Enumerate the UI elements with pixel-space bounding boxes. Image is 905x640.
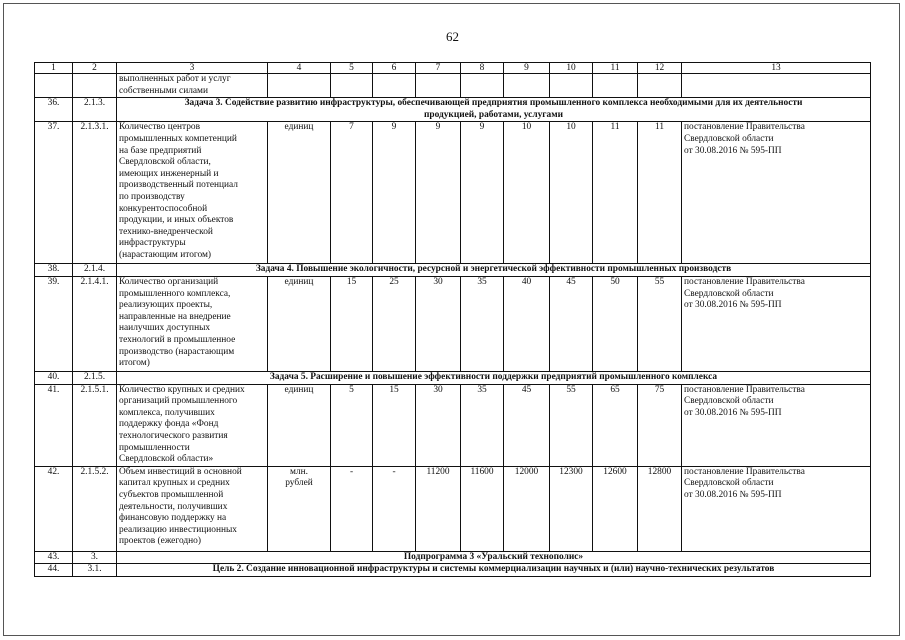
indicator-row: [35, 466, 871, 551]
value-cell: 50: [593, 276, 638, 371]
indicators-table: [34, 62, 871, 577]
row-code: 2.1.5.1.: [73, 384, 117, 466]
row-number: 36.: [35, 98, 73, 122]
value-cell: 30: [416, 384, 461, 466]
source-document: постановление Правительства Свердловской области от 30.08.2016 № 595-ПП: [682, 384, 871, 466]
value-cell: 5: [331, 384, 373, 466]
row-number: 38.: [35, 264, 73, 277]
value-cell: -: [331, 466, 373, 551]
value-cell: 15: [331, 276, 373, 371]
task-title: Задача 5. Расширение и повышение эффективности поддержки предприятий промышленного комплекса: [117, 371, 871, 384]
header-cell: 1: [35, 63, 73, 74]
header-cell: 8: [461, 63, 504, 74]
value-cell: 65: [593, 384, 638, 466]
value-cell: 7: [331, 122, 373, 264]
unit: единиц: [268, 276, 331, 371]
value-cell: 12300: [550, 466, 593, 551]
source-document: постановление Правительства Свердловской области от 30.08.2016 № 595-ПП: [682, 466, 871, 551]
value-cell: 55: [550, 384, 593, 466]
header-cell: 6: [373, 63, 416, 74]
row-code: 3.1.: [73, 564, 117, 577]
header-cell: 2: [73, 63, 117, 74]
row-code: 2.1.5.2.: [73, 466, 117, 551]
row-number: 42.: [35, 466, 73, 551]
value-cell: 11200: [416, 466, 461, 551]
value-cell: 11600: [461, 466, 504, 551]
value-cell: 11: [593, 122, 638, 264]
source-document: постановление Правительства Свердловской области от 30.08.2016 № 595-ПП: [682, 122, 871, 264]
header-cell: 7: [416, 63, 461, 74]
row-code: 2.1.3.1.: [73, 122, 117, 264]
value-cell: 55: [638, 276, 682, 371]
unit: единиц: [268, 122, 331, 264]
value-cell: 11: [638, 122, 682, 264]
header-cell: 11: [593, 63, 638, 74]
value-cell: 12800: [638, 466, 682, 551]
goal-row: [35, 564, 871, 577]
value-cell: 40: [504, 276, 550, 371]
indicator-row: [35, 276, 871, 371]
header-cell: 13: [682, 63, 871, 74]
subprogram-row: [35, 551, 871, 564]
value-cell: -: [373, 466, 416, 551]
task-title: Задача 4. Повышение экологичности, ресурсной и энергетической эффективности промышленных производств: [117, 264, 871, 277]
row-number: 40.: [35, 371, 73, 384]
subprogram-title: Подпрограмма 3 «Уральский технополис»: [117, 551, 871, 564]
value-cell: 12000: [504, 466, 550, 551]
header-row: [35, 63, 871, 74]
row-number: 41.: [35, 384, 73, 466]
value-cell: 9: [416, 122, 461, 264]
value-cell: 9: [461, 122, 504, 264]
task-title: Задача 3. Содействие развитию инфраструктуры, обеспечивающей предприятия промышленного комплекса необходимыми для их деятельности продукцией, работами, услугами: [117, 98, 871, 122]
row-code: 3.: [73, 551, 117, 564]
unit: млн. рублей: [268, 466, 331, 551]
task-row: [35, 264, 871, 277]
row-code: 2.1.4.1.: [73, 276, 117, 371]
unit: единиц: [268, 384, 331, 466]
indicator-row: [35, 384, 871, 466]
header-cell: 10: [550, 63, 593, 74]
goal-title: Цель 2. Создание инновационной инфраструктуры и системы коммерциализации научных и (или) научно-технических результатов: [117, 564, 871, 577]
value-cell: 45: [550, 276, 593, 371]
header-cell: 9: [504, 63, 550, 74]
task-row: [35, 371, 871, 384]
row-number: 44.: [35, 564, 73, 577]
value-cell: 10: [504, 122, 550, 264]
header-cell: 5: [331, 63, 373, 74]
row-number: 39.: [35, 276, 73, 371]
source-document: постановление Правительства Свердловской области от 30.08.2016 № 595-ПП: [682, 276, 871, 371]
task-row: [35, 98, 871, 122]
value-cell: 9: [373, 122, 416, 264]
row-number: 43.: [35, 551, 73, 564]
value-cell: 75: [638, 384, 682, 466]
row-code: 2.1.4.: [73, 264, 117, 277]
indicator-row: [35, 122, 871, 264]
value-cell: 35: [461, 384, 504, 466]
value-cell: 45: [504, 384, 550, 466]
header-cell: 12: [638, 63, 682, 74]
indicator-name: Количество центров промышленных компетенций на базе предприятий Свердловской области, имеющих инженерный и производственный потенциал по производству конкурентоспособной продукции, и иных объектов технико-внедренческой инфраструктуры (нарастающим итогом): [117, 122, 268, 264]
indicator-name: Количество организаций промышленного комплекса, реализующих проекты, направленные на внедрение наилучших доступных технологий в промышленное производство (нарастающим итогом): [117, 276, 268, 371]
continuation-row: [35, 74, 871, 98]
value-cell: 30: [416, 276, 461, 371]
value-cell: 15: [373, 384, 416, 466]
value-cell: 35: [461, 276, 504, 371]
value-cell: 12600: [593, 466, 638, 551]
indicator-name: Объем инвестиций в основной капитал крупных и средних субъектов промышленной деятельности, получивших финансовую поддержку на реализацию инвестиционных проектов (ежегодно): [117, 466, 268, 551]
value-cell: 25: [373, 276, 416, 371]
row-number: 37.: [35, 122, 73, 264]
value-cell: 10: [550, 122, 593, 264]
page-number: 62: [446, 29, 459, 44]
indicator-name: Количество крупных и средних организаций промышленного комплекса, получивших поддержку фонда «Фонд технологического развития промышленности Свердловской области»: [117, 384, 268, 466]
header-cell: 3: [117, 63, 268, 74]
row-code: 2.1.5.: [73, 371, 117, 384]
row-code: 2.1.3.: [73, 98, 117, 122]
continued-indicator-name: выполненных работ и услуг собственными силами: [117, 74, 268, 98]
header-cell: 4: [268, 63, 331, 74]
